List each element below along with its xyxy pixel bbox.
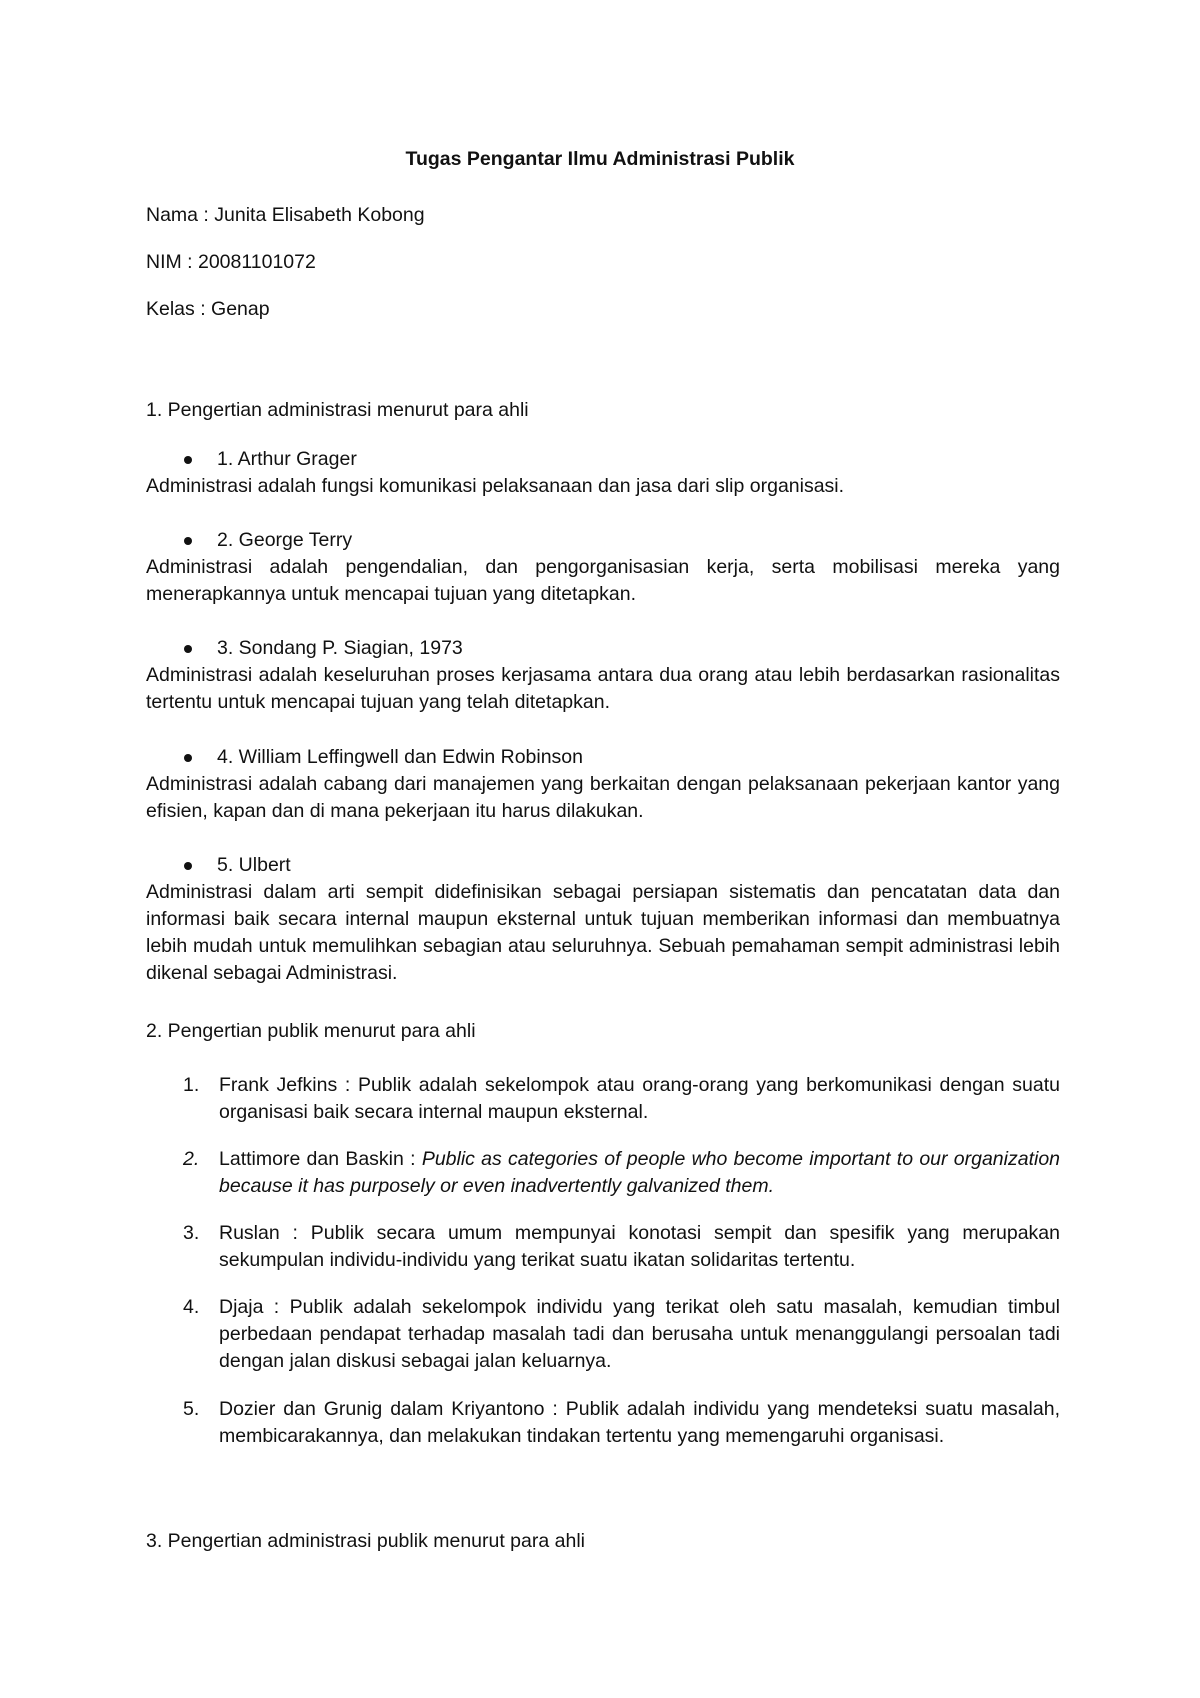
section-3-heading: 3. Pengertian administrasi publik menurut para ahli — [146, 1530, 585, 1552]
section-2-heading: 2. Pengertian publik menurut para ahli — [146, 1020, 476, 1042]
expert-heading: 1. Arthur Grager — [217, 448, 357, 470]
student-nim: NIM : 20081101072 — [146, 251, 316, 273]
expert-definition: Administrasi dalam arti sempit didefinisikan sebagai persiapan sistematis dan pencatatan data dan informasi baik secara internal maupun eksternal untuk tujuan memberikan informasi dan membuatnya lebih mudah untuk memulihkan sebagian atau seluruhnya. Sebuah pemahaman sempit administrasi lebih dikenal sebagai Administrasi. — [146, 881, 1060, 984]
list-number: 3. — [183, 1222, 200, 1244]
publik-definition-italic: Public as categories of people who become important to our organization because it has purposely or even inadvertently galvanized them. — [219, 1148, 1061, 1197]
list-number: 1. — [183, 1074, 200, 1096]
section-1-heading: 1. Pengertian administrasi menurut para ahli — [146, 399, 529, 421]
expert-heading: 3. Sondang P. Siagian, 1973 — [217, 637, 463, 659]
document-title: Tugas Pengantar Ilmu Administrasi Publik — [405, 148, 795, 170]
list-number: 2. — [183, 1148, 200, 1170]
expert-definition: Administrasi adalah fungsi komunikasi pelaksanaan dan jasa dari slip organisasi. — [146, 475, 845, 497]
publik-definition — [219, 1396, 1060, 1450]
expert-definition: Administrasi adalah keseluruhan proses kerjasama antara dua orang atau lebih berdasarkan rasionalitas tertentu untuk mencapai tujuan yang telah ditetapkan. — [146, 664, 1060, 713]
publik-definition — [219, 1146, 1060, 1200]
bullet-icon — [184, 456, 192, 464]
publik-definition-text: Ruslan : Publik secara umum mempunyai konotasi sempit dan spesifik yang merupakan sekumpulan individu-individu yang terikat suatu ikatan solidaritas tertentu. — [219, 1222, 1060, 1271]
publik-definition — [219, 1220, 1060, 1274]
bullet-icon — [184, 645, 192, 653]
list-number: 5. — [183, 1398, 200, 1420]
expert-definition: Administrasi adalah cabang dari manajemen yang berkaitan dengan pelaksanaan pekerjaan kantor yang efisien, kapan dan di mana pekerjaan itu harus dilakukan. — [146, 773, 1060, 822]
bullet-icon — [184, 862, 192, 870]
expert-heading: 4. William Leffingwell dan Edwin Robinson — [217, 746, 583, 768]
publik-definition-text: Lattimore dan Baskin : — [219, 1148, 422, 1170]
publik-definition-text: Dozier dan Grunig dalam Kriyantono : Publik adalah individu yang mendeteksi suatu masalah, membicarakannya, dan melakukan tindakan tertentu yang memengaruhi organisasi. — [219, 1398, 1060, 1447]
student-name: Nama : Junita Elisabeth Kobong — [146, 204, 425, 226]
publik-definition — [219, 1294, 1060, 1375]
publik-definition — [219, 1072, 1060, 1126]
expert-heading: 5. Ulbert — [217, 854, 291, 876]
bullet-icon — [184, 754, 192, 762]
publik-definition-text: Djaja : Publik adalah sekelompok individu yang terikat oleh satu masalah, kemudian timbul perbedaan pendapat terhadap masalah tadi dan berusaha untuk menanggulangi persoalan tadi dengan jalan diskusi sebagai jalan keluarnya. — [219, 1296, 1060, 1372]
bullet-icon — [184, 537, 192, 545]
expert-heading: 2. George Terry — [217, 529, 353, 551]
student-class: Kelas : Genap — [146, 298, 270, 320]
publik-definition-text: Frank Jefkins : Publik adalah sekelompok atau orang-orang yang berkomunikasi dengan suatu organisasi baik secara internal maupun eksternal. — [219, 1074, 1060, 1123]
list-number: 4. — [183, 1296, 200, 1318]
expert-definition: Administrasi adalah pengendalian, dan pengorganisasian kerja, serta mobilisasi mereka yang menerapkannya untuk mencapai tujuan yang ditetapkan. — [146, 556, 1060, 605]
